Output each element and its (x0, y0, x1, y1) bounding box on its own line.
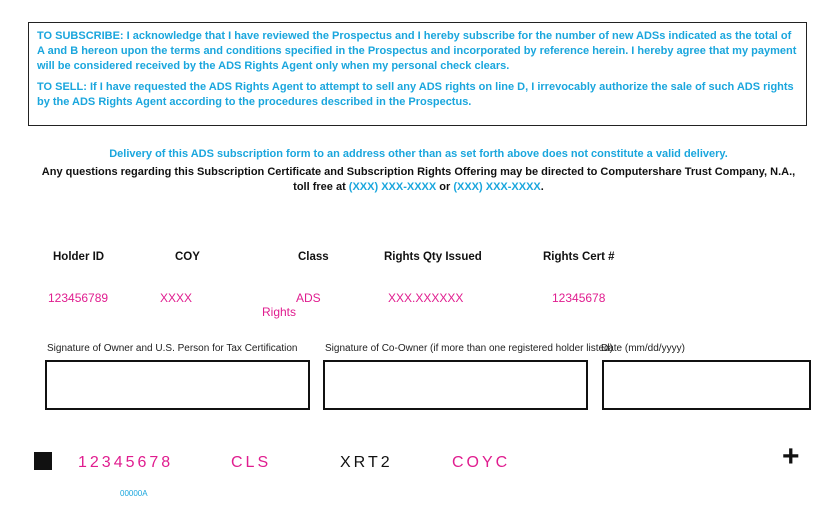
class-value-line1: ADS (296, 291, 321, 305)
date-label: Date (mm/dd/yyyy) (601, 343, 685, 354)
registration-square-mark (34, 452, 52, 470)
mic-code-account: 12345678 (78, 454, 174, 471)
questions-text: Any questions regarding this Subscription Certificate and Subscription Rights Offering may be directed to Computershare Trust Company, N.A., (41, 166, 796, 178)
class-value-line2: Rights (262, 305, 297, 319)
coowner-signature-label: Signature of Co-Owner (if more than one registered holder listed) (325, 343, 613, 354)
delivery-notice: Delivery of this ADS subscription form to an address other than as set forth above does not constitute a valid delivery. (109, 148, 728, 160)
class-header: Class (298, 251, 329, 263)
coowner-signature-field[interactable] (323, 360, 588, 410)
or-text: or (436, 181, 454, 193)
phone-number-1: (XXX) XXX-XXXX (348, 181, 437, 193)
rights-cert-header: Rights Cert # (543, 251, 615, 263)
form-code: 00000A (120, 489, 148, 498)
rights-qty-value: XXX.XXXXXX (388, 291, 464, 305)
period: . (540, 181, 544, 193)
holder-id-value: 123456789 (48, 291, 109, 305)
subscription-terms-box (28, 22, 807, 126)
rights-cert-value: 12345678 (552, 291, 606, 305)
tollfree-line (0, 181, 837, 193)
coy-header: COY (175, 251, 200, 263)
registration-plus-mark: + (782, 440, 800, 473)
owner-signature-field[interactable] (45, 360, 310, 410)
mic-code-coy: COYC (452, 454, 511, 471)
sell-text: TO SELL: If I have requested the ADS Rights Agent to attempt to sell any ADS rights on line D, I irrevocably authorize the sale of such ADS rights by the ADS Rights Agent according to the procedures described in the Prospectus. (37, 81, 794, 108)
mic-code-xrt: XRT2 (340, 454, 393, 471)
coy-value: XXXX (160, 291, 193, 305)
owner-signature-label: Signature of Owner and U.S. Person for Tax Certification (47, 343, 298, 354)
phone-number-2: (XXX) XXX-XXXX (453, 181, 541, 193)
mic-code-class: CLS (231, 454, 272, 471)
rights-qty-header: Rights Qty Issued (384, 251, 482, 263)
tollfree-prefix: toll free at (293, 181, 349, 193)
holder-id-header: Holder ID (53, 251, 105, 263)
date-field[interactable] (602, 360, 811, 410)
subscribe-text: TO SUBSCRIBE: I acknowledge that I have reviewed the Prospectus and I hereby subscribe for the number of new ADSs indicated as the total of A and B hereon upon the terms and conditions specified in the Prospectus and incorporated by reference herein. I hereby agree that my payment will be considered received by the ADS Rights Agent only when my personal check clears. (37, 30, 797, 72)
